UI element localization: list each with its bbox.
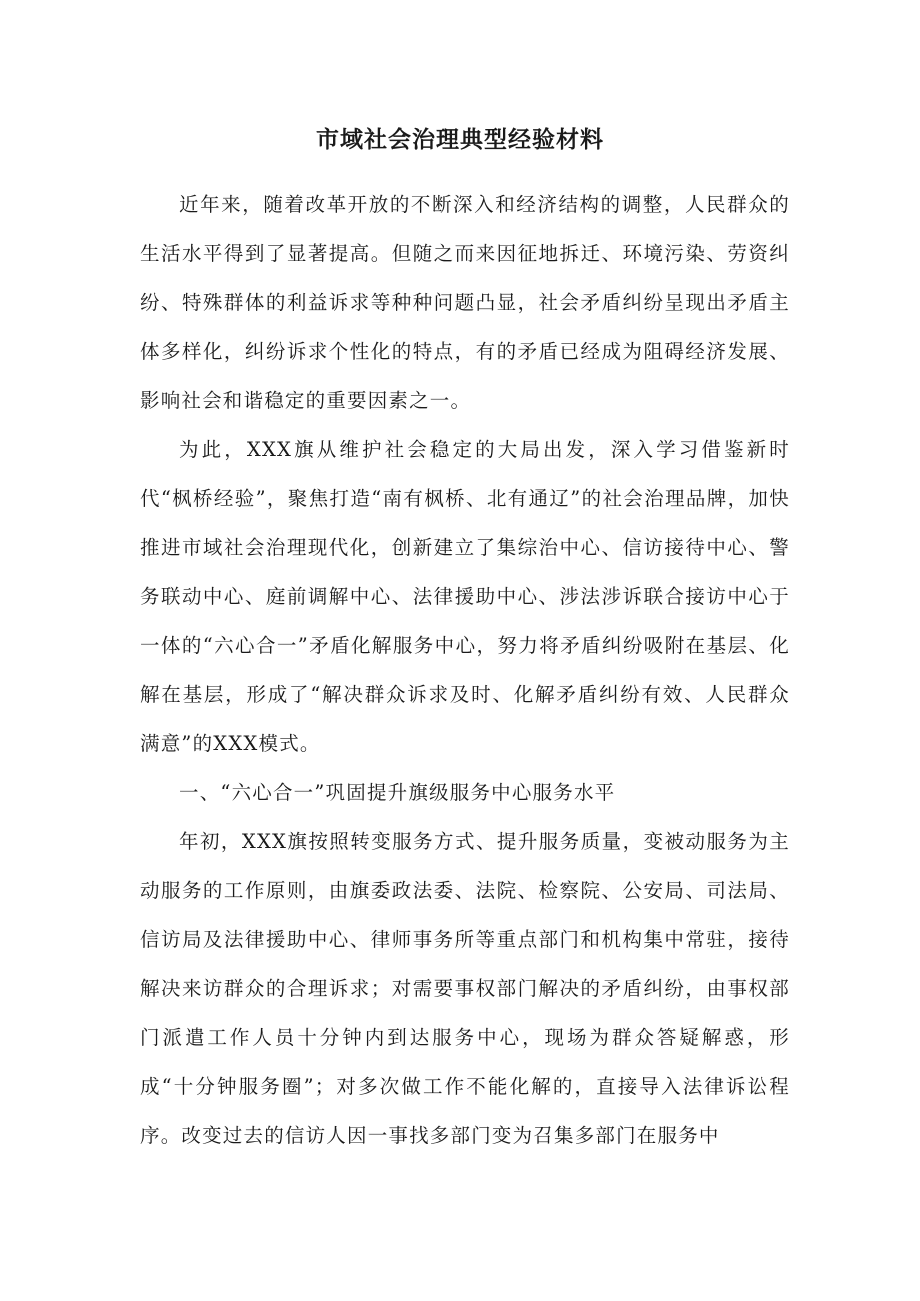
paragraph-intro: 近年来，随着改革开放的不断深入和经济结构的调整，人民群众的生活水平得到了显著提高。但随之而来因征地拆迁、环境污染、劳资纠纷、特殊群体的利益诉求等种种问题凸显，社会矛盾纠纷呈现出矛盾主体多样化，纠纷诉求个性化的特点，有的矛盾已经成为阻碍经济发展、影响社会和谐稳定的重要因素之一。	[140, 193, 790, 412]
paragraph-section-one: 年初，XXX旗按照转变服务方式、提升服务质量，变被动服务为主动服务的工作原则，由旗委政法委、法院、检察院、公安局、司法局、信访局及法律援助中心、律师事务所等重点部门和机构集中常驻，接待解决来访群众的合理诉求；对需要事权部门解决的矛盾纠纷，由事权部门派遣工作人员十分钟内到达服务中心，现场为群众答疑解惑，形成“十分钟服务圈”；对多次做工作不能化解的，直接导入法律诉讼程序。改变过去的信访人因一事找多部门变为召集多部门在服务中	[140, 830, 790, 1147]
document-body	[140, 180, 790, 1160]
paragraph-measures: 为此，XXX旗从维护社会稳定的大局出发，深入学习借鉴新时代“枫桥经验”，聚焦打造“南有枫桥、北有通辽”的社会治理品牌，加快推进市域社会治理现代化，创新建立了集综治中心、信访接待中心、警务联动中心、庭前调解中心、法律援助中心、涉法涉诉联合接访中心于一体的“六心合一”矛盾化解服务中心，努力将矛盾纠纷吸附在基层、化解在基层，形成了“解决群众诉求及时、化解矛盾纠纷有效、人民群众满意”的XXX模式。	[140, 438, 790, 755]
document-title: 市域社会治理典型经验材料	[316, 127, 604, 153]
section-heading: 一、“六心合一”巩固提升旗级服务中心服务水平	[179, 781, 616, 804]
